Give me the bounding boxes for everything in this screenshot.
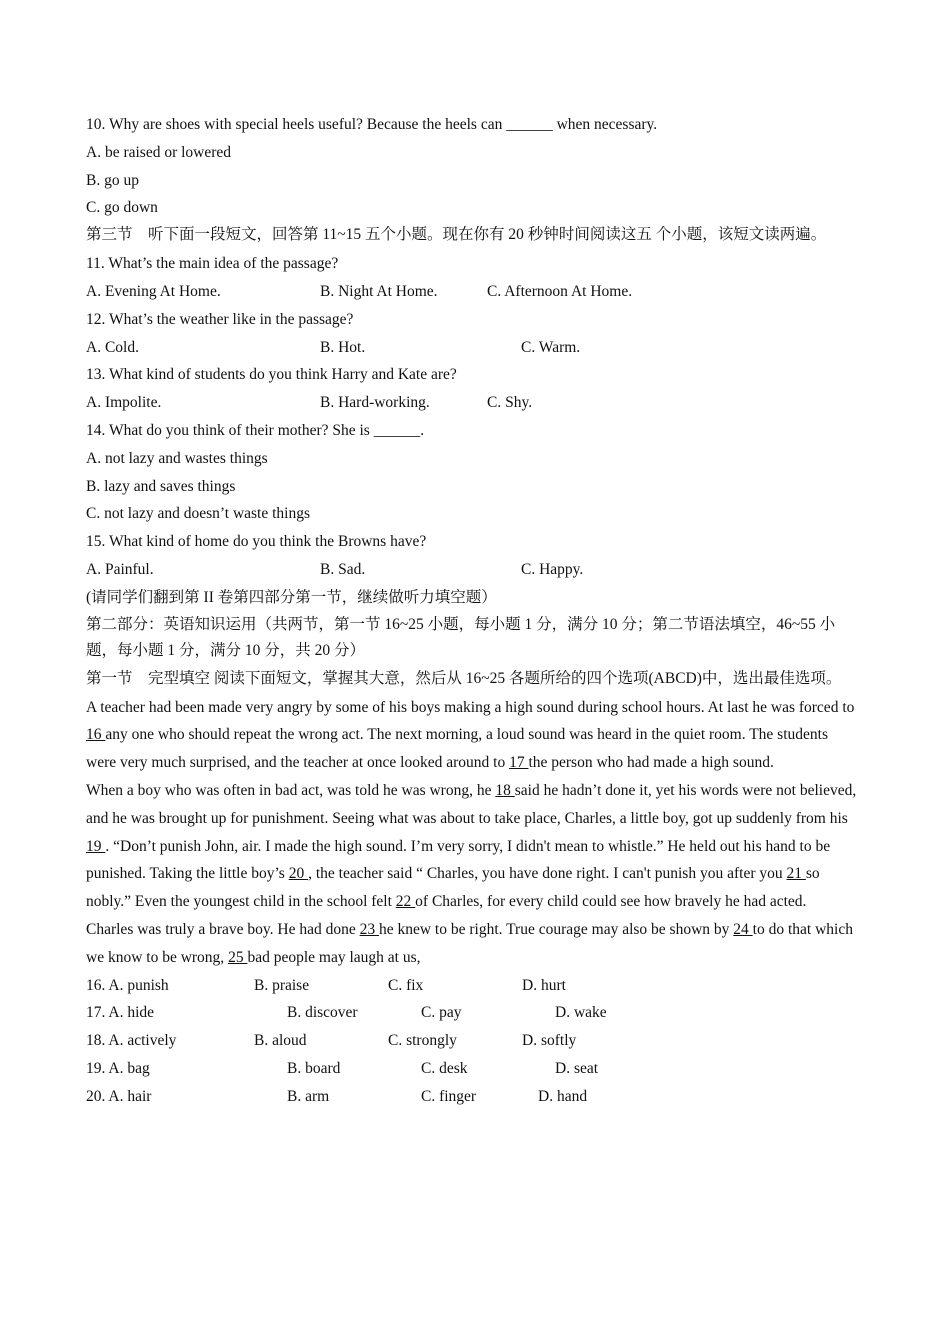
passage-text: When a boy who was often in bad act, was told he was wrong, he [86, 781, 496, 799]
passage-text: of Charles, for every child could see how bravely he had acted. [415, 893, 807, 911]
passage-text: Charles was truly a brave boy. He had done [86, 920, 360, 938]
question-18-option-b: B. aloud [254, 1032, 307, 1050]
question-20-option-b: B. arm [287, 1087, 330, 1105]
question-20-option-c: C. finger [421, 1087, 477, 1105]
passage-text: the person who had made a high sound. [528, 754, 774, 772]
question-11-option-b: B. Night At Home. [320, 282, 438, 300]
passage-text: he knew to be right. True courage may also be shown by [378, 920, 734, 938]
question-11-options [86, 278, 858, 306]
blank-16: 16 [86, 726, 106, 744]
question-11-stem: 11. What’s the main idea of the passage? [86, 255, 339, 273]
question-19-option-c: C. desk [421, 1059, 468, 1077]
question-17-option-b: B. discover [287, 1004, 358, 1022]
question-13-option-c: C. Shy. [487, 394, 533, 412]
question-19-option-d: D. seat [555, 1059, 599, 1077]
part-2-heading: 第二部分：英语知识运用（共两节，第一节 16~25 小题，每小题 1 分，满分 10 分；第二节语法填空，46~55 小题，每小题 1 分，满分 10 分，共 20 分） [86, 615, 836, 659]
question-19-option-a: 19. A. bag [86, 1059, 150, 1077]
question-14-option-b: B. lazy and saves things [86, 477, 236, 495]
question-10-option-b: B. go up [86, 171, 139, 189]
question-12-option-a: A. Cold. [86, 338, 139, 356]
question-15-stem: 15. What kind of home do you think the Browns have? [86, 533, 427, 551]
question-10-option-a: A. be raised or lowered [86, 143, 232, 161]
question-13-option-a: A. Impolite. [86, 394, 162, 412]
question-16-option-a: 16. A. punish [86, 976, 169, 994]
passage-text: A teacher had been made very angry by some of his boys making a high sound during school hours. At last he was forced to [86, 698, 855, 716]
passage-paragraph-1 [86, 694, 858, 777]
blank-24: 24 [733, 920, 753, 938]
passage-paragraph-3 [86, 916, 858, 972]
question-18-option-d: D. softly [522, 1032, 577, 1050]
question-11-option-a: A. Evening At Home. [86, 282, 221, 300]
question-16-options [86, 972, 858, 1000]
question-16-option-b: B. praise [254, 976, 310, 994]
question-11-option-c: C. Afternoon At Home. [487, 282, 633, 300]
blank-20: 20 [288, 865, 309, 883]
question-13-stem: 13. What kind of students do you think Harry and Kate are? [86, 366, 457, 384]
blank-18: 18 [495, 781, 515, 799]
blank-17: 17 [509, 754, 529, 772]
question-13-options [86, 389, 858, 417]
passage-text: said he hadn’t done it, yet his words were not believed, and he was brought up for punishment. Seeing what was about to take place, Charles, a little boy, got up suddenly from his [86, 781, 857, 827]
passage-text: any one who should repeat the wrong act. The next morning, a loud sound was heard in the quiet room. The students were very much surprised, and the teacher at once looked around to [86, 726, 828, 772]
question-14-option-a: A. not lazy and wastes things [86, 449, 268, 467]
exam-page [86, 111, 858, 1111]
question-18-option-a: 18. A. actively [86, 1032, 177, 1050]
question-15-options [86, 556, 858, 584]
passage-text: . “Don’t punish John, air. I made the high sound. I’m very sorry, I didn't mean to whistle.” He held out his hand to be punished. Taking the little boy’s [86, 837, 831, 883]
blank-23: 23 [359, 920, 379, 938]
passage-paragraph-2 [86, 777, 858, 916]
turn-page-note: (请同学们翻到第 II 卷第四部分第一节，继续做听力填空题） [86, 588, 497, 606]
question-20-option-d: D. hand [538, 1087, 588, 1105]
question-17-options [86, 999, 858, 1027]
question-19-option-b: B. board [287, 1059, 341, 1077]
section-3-instruction: 第三节 听下面一段短文，回答第 11~15 五个小题。现在你有 20 秒钟时间阅读这五 个小题，该短文读两遍。 [86, 226, 827, 244]
passage-text: to do that which we know to be wrong, [86, 920, 853, 966]
passage-text: , the teacher said “ Charles, you have done right. I can't punish you after you [308, 865, 787, 883]
question-10-stem: 10. Why are shoes with special heels useful? Because the heels can ______ when necessary. [86, 116, 658, 133]
blank-21: 21 [786, 865, 806, 883]
question-16-option-d: D. hurt [522, 976, 566, 994]
question-12-options [86, 334, 858, 362]
question-10-option-c: C. go down [86, 199, 158, 217]
question-12-option-c: C. Warm. [521, 338, 581, 356]
blank-25: 25 [228, 948, 248, 966]
blank-19: 19 [86, 837, 106, 855]
question-14-stem: 14. What do you think of their mother? She is ______. [86, 421, 425, 439]
section-1-heading: 第一节 完型填空 阅读下面短文，掌握其大意，然后从 16~25 各题所给的四个选项(ABCD)中，选出最佳选项。 [86, 669, 842, 687]
passage-text: bad people may laugh at us, [247, 948, 421, 966]
question-12-stem: 12. What’s the weather like in the passage? [86, 310, 354, 328]
question-20-option-a: 20. A. hair [86, 1087, 152, 1105]
question-12-option-b: B. Hot. [320, 338, 366, 356]
question-17-option-c: C. pay [421, 1004, 462, 1022]
question-14-option-c: C. not lazy and doesn’t waste things [86, 505, 311, 523]
question-13-option-b: B. Hard-working. [320, 394, 430, 412]
question-16-option-c: C. fix [388, 976, 424, 994]
blank-22: 22 [395, 893, 416, 911]
question-18-option-c: C. strongly [388, 1032, 457, 1050]
passage-text: so nobly.” Even the youngest child in the school felt [86, 865, 820, 911]
question-15-option-c: C. Happy. [521, 560, 584, 578]
question-15-option-a: A. Painful. [86, 560, 154, 578]
question-19-options [86, 1055, 858, 1083]
question-17-option-d: D. wake [555, 1004, 607, 1022]
question-20-options [86, 1083, 858, 1111]
question-15-option-b: B. Sad. [320, 560, 366, 578]
question-17-option-a: 17. A. hide [86, 1004, 155, 1022]
question-18-options [86, 1027, 858, 1055]
